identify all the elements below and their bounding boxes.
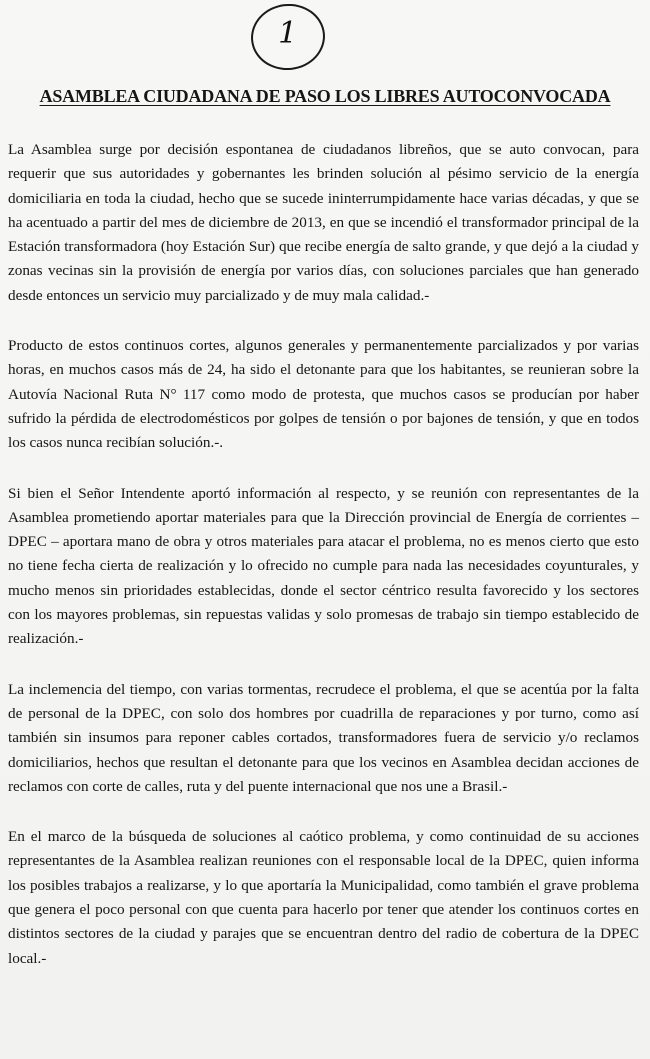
paragraph-2: Producto de estos continuos cortes, algunos generales y permanentemente parcializados y por varias horas, en muchos casos más de 24, ha sido el detonante para que los habitantes, se reunieran sobre la Autovía Nacional Ruta N° 117 como modo de protesta, que muchos casos se producían por haber sufrido la pérdida de electrodomésticos por golpes de tensión o por bajones de tensión, y que en todos los casos nunca recibían solución.-. (8, 337, 639, 452)
document-title: ASAMBLEA CIUDADANA DE PASO LOS LIBRES AUTOCONVOCADA (39, 86, 611, 106)
paragraph-4: La inclemencia del tiempo, con varias tormentas, recrudece el problema, el que se acentúa por la falta de personal de la DPEC, con solo dos hombres por cuadrilla de reparaciones y por turno, como así también sin insumos para reponer cables cortados, transformadores fuera de servicio y/o reclamos domiciliarios, hechos que resultan el detonante para que los vecinos en Asamblea decidan acciones de reclamos con corte de calles, ruta y del puente internacional que nos une a Brasil.- (8, 680, 639, 795)
page-number-circle (248, 0, 328, 73)
page-number: 1 (278, 16, 298, 52)
paragraph-1: La Asamblea surge por decisión espontanea de ciudadanos libreños, que se auto convocan, para requerir que sus autoridades y gobernantes les brinden solución al pésimo servicio de la energía domiciliaria en toda la ciudad, hecho que se sucede ininterrumpidamente hace varias décadas, y que se ha acentuado a partir del mes de diciembre de 2013, en que se incendió el transformador principal de la Estación transformadora (hoy Estación Sur) que recibe energía de salto grande, y que dejó a la ciudad y zonas vecinas sin la provisión de energía por varios días, con soluciones parciales que han generado desde entonces un servicio muy parcializado y de muy mala calidad.- (8, 141, 639, 304)
paragraph-3: Si bien el Señor Intendente aportó información al respecto, y se reunión con representantes de la Asamblea prometiendo aportar materiales para que la Dirección provincial de Energía de corrientes – DPEC – aportara mano de obra y otros materiales para atacar el problema, no es menos cierto que esto no tiene fecha cierta de realización y lo ofrecido no cumple para nada las necesidades coyunturales, y mucho menos sin prioridades establecidas, donde el sector céntrico resulta favorecido y los sectores con los mayores problemas, sin repuestas validas y solo promesas de trabajo sin tiempo establecido de realización.- (8, 484, 639, 648)
paragraph-5: En el marco de la búsqueda de soluciones al caótico problema, y como continuidad de su acciones representantes de la Asamblea realizan reuniones con el responsable local de la DPEC, quien informa los posibles trabajos a realizarse, y lo que aportaría la Municipalidad, como también el grave problema que genera el poco personal con que cuenta para hacerlo por tener que atender los continuos cortes en distintos sectores de la ciudad y parajes que se encuentran dentro del radio de cobertura de la DPEC local.- (8, 828, 639, 967)
document-body (8, 138, 639, 997)
